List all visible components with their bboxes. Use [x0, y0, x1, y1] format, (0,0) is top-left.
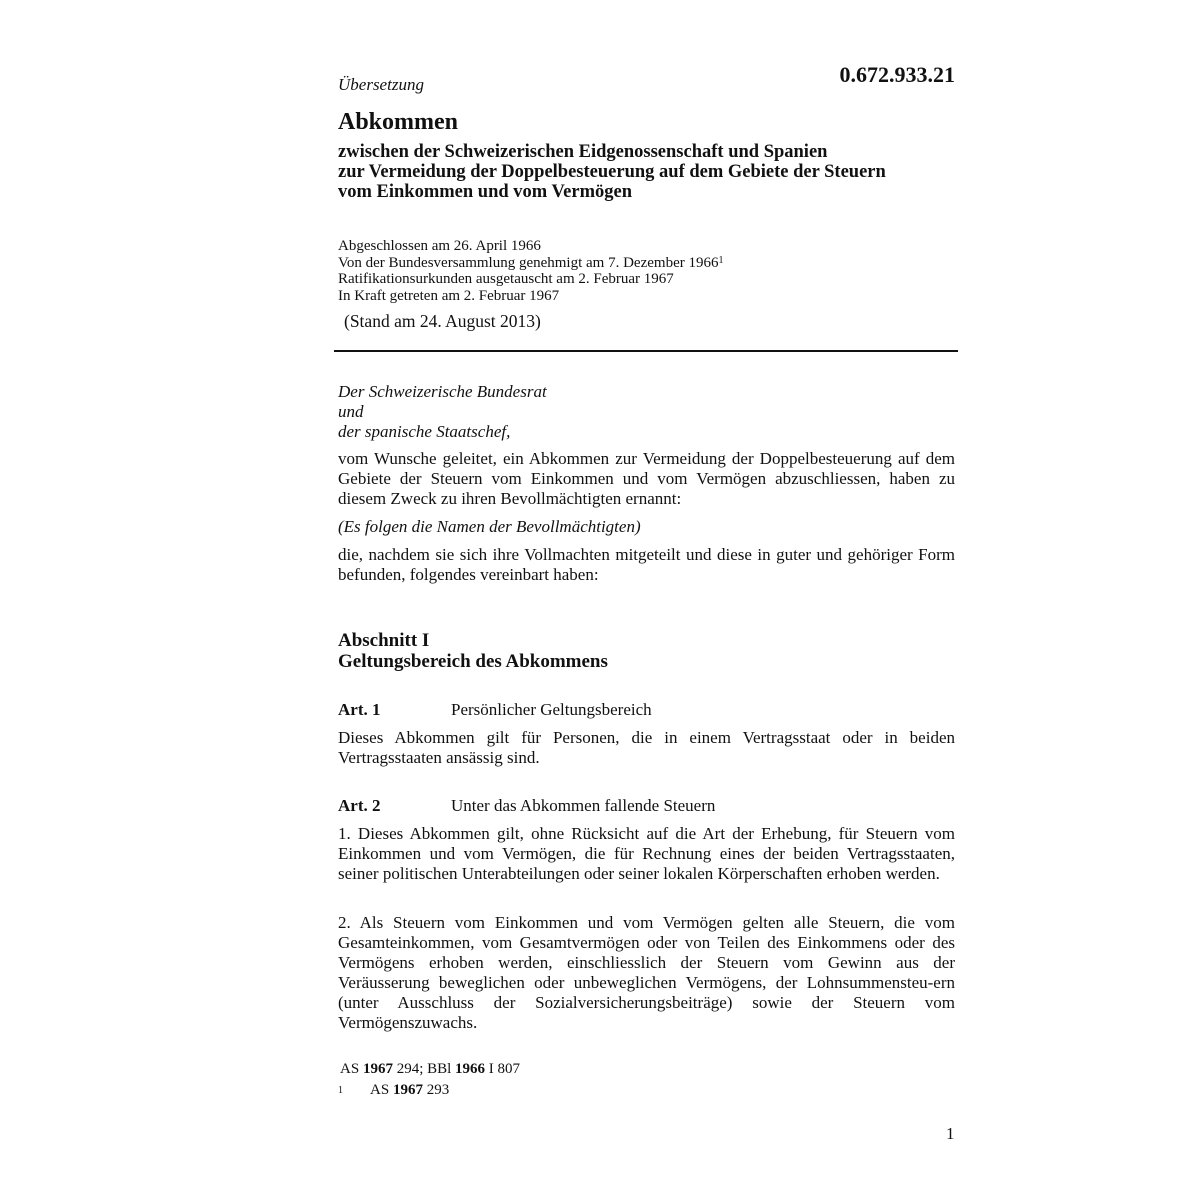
article-paragraph: Dieses Abkommen gilt für Personen, die in einem Vertragsstaat oder in beiden Vertragsstaaten ansässig sind.: [338, 728, 955, 767]
footnote-mark: 1: [338, 1085, 343, 1096]
document-metadata: [338, 238, 723, 304]
article-heading: [338, 796, 958, 816]
article-heading: [338, 700, 958, 720]
footnotes: [340, 1059, 520, 1101]
section-title: Geltungsbereich des Abkommens: [338, 651, 608, 672]
subtitle-line: vom Einkommen und vom Vermögen: [338, 182, 632, 202]
approval-line: [338, 255, 723, 272]
ref-prefix: AS: [340, 1061, 360, 1077]
ref-year: 1966: [455, 1061, 486, 1077]
article-title: Unter das Abkommen fallende Steuern: [451, 796, 716, 815]
subtitle-line: zwischen der Schweizerischen Eidgenossenschaft und Spanien: [338, 142, 828, 162]
ref-year: 1967: [362, 1061, 393, 1077]
section-heading: [338, 630, 608, 672]
article-number: Art. 2: [338, 796, 381, 815]
party-conjunction: und: [338, 402, 364, 421]
header-divider: [334, 350, 958, 352]
document-subtitle: [338, 142, 958, 202]
page-number: 1: [946, 1124, 955, 1143]
footnote-ref[interactable]: 1: [718, 254, 724, 266]
subtitle-line: zur Vermeidung der Doppelbesteuerung auf dem Gebiete der Steuern: [338, 162, 886, 182]
approved-date: Von der Bundesversammlung genehmigt am 7. Dezember 1966: [338, 254, 719, 271]
document-title: Abkommen: [338, 109, 459, 135]
footnote-1: [340, 1080, 520, 1101]
source-reference: [340, 1059, 520, 1080]
ratification-date: Ratifikationsurkunden ausgetauscht am 2. Februar 1967: [338, 271, 674, 287]
preamble-paragraph: die, nachdem sie sich ihre Vollmachten mitgeteilt und diese in guter und gehöriger Form befunden, folgendes vereinbart haben:: [338, 545, 955, 584]
contracting-parties: [338, 382, 547, 442]
ref-prefix: AS: [370, 1082, 390, 1098]
status-date: (Stand am 24. August 2013): [344, 311, 541, 331]
ref-page: I 807: [488, 1061, 521, 1077]
ref-page: 293: [426, 1082, 450, 1098]
in-force-date: In Kraft getreten am 2. Februar 1967: [338, 287, 560, 304]
ref-page: 294; BBl: [396, 1061, 452, 1077]
party-swiss: Der Schweizerische Bundesrat: [338, 382, 547, 401]
article-paragraph: 1. Dieses Abkommen gilt, ohne Rücksicht auf die Art der Erhebung, für Steuern vom Einkommen und vom Vermögen, die für Rechnung eines der beiden Vertragsstaaten, seiner politischen Unterabteilungen oder seiner lokalen Körperschaften erhoben werden.: [338, 824, 955, 883]
ref-year: 1967: [392, 1082, 423, 1098]
article-title: Persönlicher Geltungsbereich: [451, 700, 652, 719]
plenipotentiaries-note: (Es folgen die Namen der Bevollmächtigten): [338, 517, 641, 536]
preamble-paragraph: vom Wunsche geleitet, ein Abkommen zur Vermeidung der Doppelbesteuerung auf dem Gebiete der Steuern vom Einkommen und vom Vermögen abzuschliessen, haben zu diesem Zweck zu ihren Bevollmächtigten ernannt:: [338, 449, 955, 508]
concluded-date: Abgeschlossen am 26. April 1966: [338, 238, 541, 254]
article-paragraph: 2. Als Steuern vom Einkommen und vom Vermögen gelten alle Steuern, die vom Gesamteinkommen, vom Gesamtvermögen oder von Teilen des Einkommens oder des Vermögens erhoben werden, einschliesslich der Steuern vom Gewinn aus der Veräusserung beweglichen oder unbeweglichen Vermögens, der Lohnsummensteu-ern (unter Ausschluss der Sozialversicherungsbeiträge) sowie der Steuern vom Vermögenszuwachs.: [338, 913, 955, 1032]
translation-label: Übersetzung: [338, 75, 424, 94]
party-spain: der spanische Staatschef,: [338, 422, 511, 441]
section-label: Abschnitt I: [338, 630, 430, 651]
article-number: Art. 1: [338, 700, 381, 719]
document-number: 0.672.933.21: [839, 62, 955, 87]
